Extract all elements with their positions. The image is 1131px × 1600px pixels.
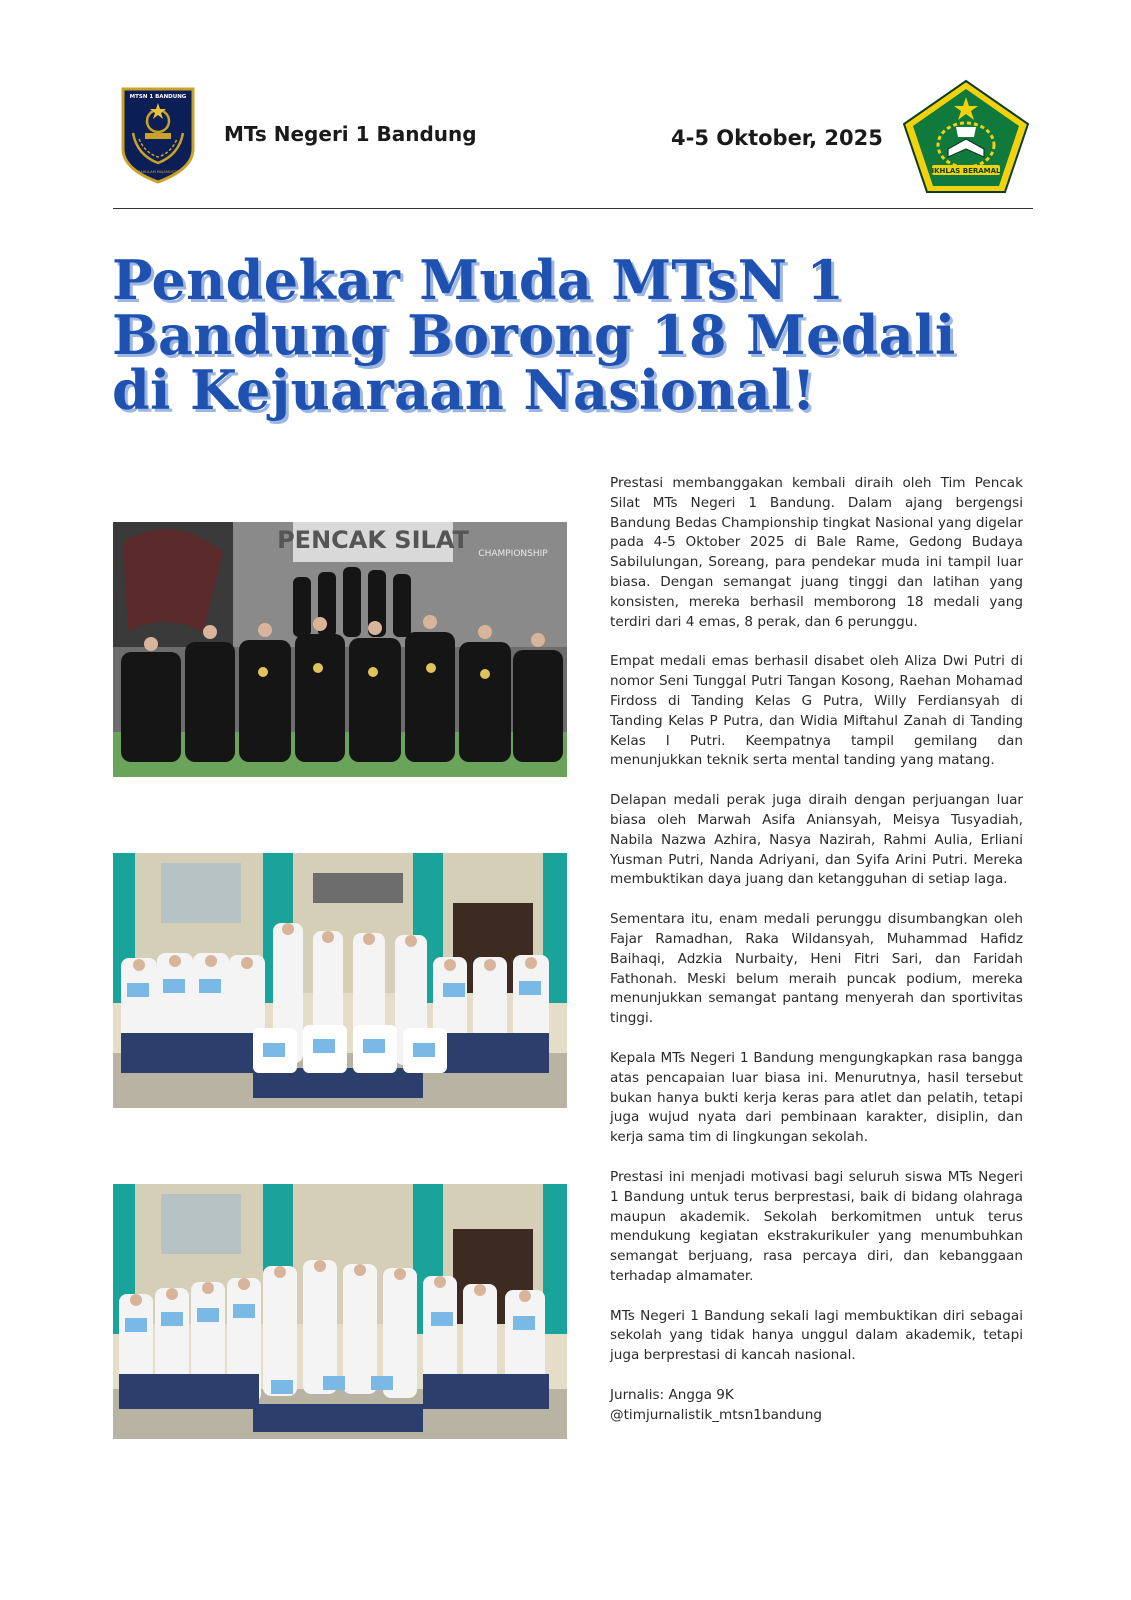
article-paragraph: Delapan medali perak juga diraih dengan perjuangan luar biasa oleh Marwah Asifa Aniansyah, Meisya Tusyadiah, Nabila Nazwa Azhira, Nasya Nazirah, Rahmi Aulia, Erliani Yusman Putri, Nanda Adriyani, dan Syifa Arini Putri. Mereka membuktikan daya juang dan ketangguhan di setiap laga. [610, 792, 1023, 888]
team-photo-white-uniform [113, 853, 567, 1108]
article-body [610, 474, 1023, 1426]
svg-text:PENCAK SILAT: PENCAK SILAT [277, 526, 469, 554]
kemenag-logo [902, 79, 1030, 194]
article-headline: Pendekar Muda MTsN 1 Bandung Borong 18 Medali di Kejuaraan Nasional! [112, 248, 956, 422]
article-paragraph: Prestasi membanggakan kembali diraih oleh Tim Pencak Silat MTs Negeri 1 Bandung. Dalam ajang bergengsi Bandung Bedas Championship tingkat Nasional yang digelar pada 4-5 Oktober 2025 di Bale Rame, Gedong Budaya Sabilulungan, Soreang, para pendekar muda ini tampil luar biasa. Dengan semangat juang tinggi dan latihan yang konsisten, mereka berhasil memborong 18 medali yang terdiri dari 4 emas, 8 perak, dan 6 perunggu. [610, 475, 1023, 630]
header-divider [113, 208, 1033, 209]
article-paragraph: MTs Negeri 1 Bandung sekali lagi membuktikan diri sebagai sekolah yang tidak hanya unggul dalam akademik, tetapi juga berprestasi di kancah nasional. [610, 1307, 1023, 1364]
article-paragraph: Kepala MTs Negeri 1 Bandung mengungkapkan rasa bangga atas pencapaian luar biasa ini. Menurutnya, hasil tersebut bukan hanya bukti kerja keras para atlet dan pelatih, tetapi juga wujud nyata dari pembinaan karakter, disiplin, dan kerja sama tim di lingkungan sekolah. [610, 1049, 1023, 1146]
svg-text:MTSN 1 BANDUNG: MTSN 1 BANDUNG [129, 94, 187, 100]
author-credit: Jurnalis: Angga 9K [610, 1387, 734, 1404]
svg-text:CHAMPIONSHIP: CHAMPIONSHIP [478, 549, 548, 559]
article-paragraph: Prestasi ini menjadi motivasi bagi seluruh siswa MTs Negeri 1 Bandung untuk terus berprestasi, baik di bidang olahraga maupun akademik. Sekolah berkomitmen untuk terus mendukung kegiatan ekstrakurikuler yang menumbuhkan semangat berjuang, rasa percaya diri, dan kebanggaan terhadap almamater. [610, 1168, 1023, 1284]
school-crest-logo [119, 83, 197, 184]
svg-text:IKHLAS BERAMAL: IKHLAS BERAMAL [931, 167, 1001, 175]
school-name: MTs Negeri 1 Bandung [224, 122, 477, 146]
svg-text:BAHULAM MAJAMUSTA: BAHULAM MAJAMUSTA [137, 170, 179, 174]
article-paragraph: Sementara itu, enam medali perunggu disumbangkan oleh Fajar Ramadhan, Raka Wildansyah, Muhammad Hafidz Baihaqi, Adzkia Nurbaity, Heni Fitri Sari, dan Faridah Fathonah. Meski belum meraih puncak podium, mereka menunjukkan semangat pantang menyerah dan sportivitas tinggi. [610, 911, 1023, 1027]
social-handle: @timjurnalistik_mtsn1bandung [610, 1406, 823, 1423]
event-date: 4-5 Oktober, 2025 [671, 126, 883, 150]
article-paragraph: Empat medali emas berhasil disabet oleh Aliza Dwi Putri di nomor Seni Tunggal Putri Tangan Kosong, Raehan Mohamad Firdoss di Tanding Kelas G Putra, Willy Ferdiansyah di Tanding Kelas P Putra, dan Widia Miftahul Zanah di Tanding Kelas I Putri. Keempatnya tampil gemilang dan menunjukkan teknik serta mental tanding yang matang. [610, 653, 1023, 769]
group-photo-with-teachers [113, 1184, 567, 1439]
team-photo-black-uniform [113, 522, 567, 777]
